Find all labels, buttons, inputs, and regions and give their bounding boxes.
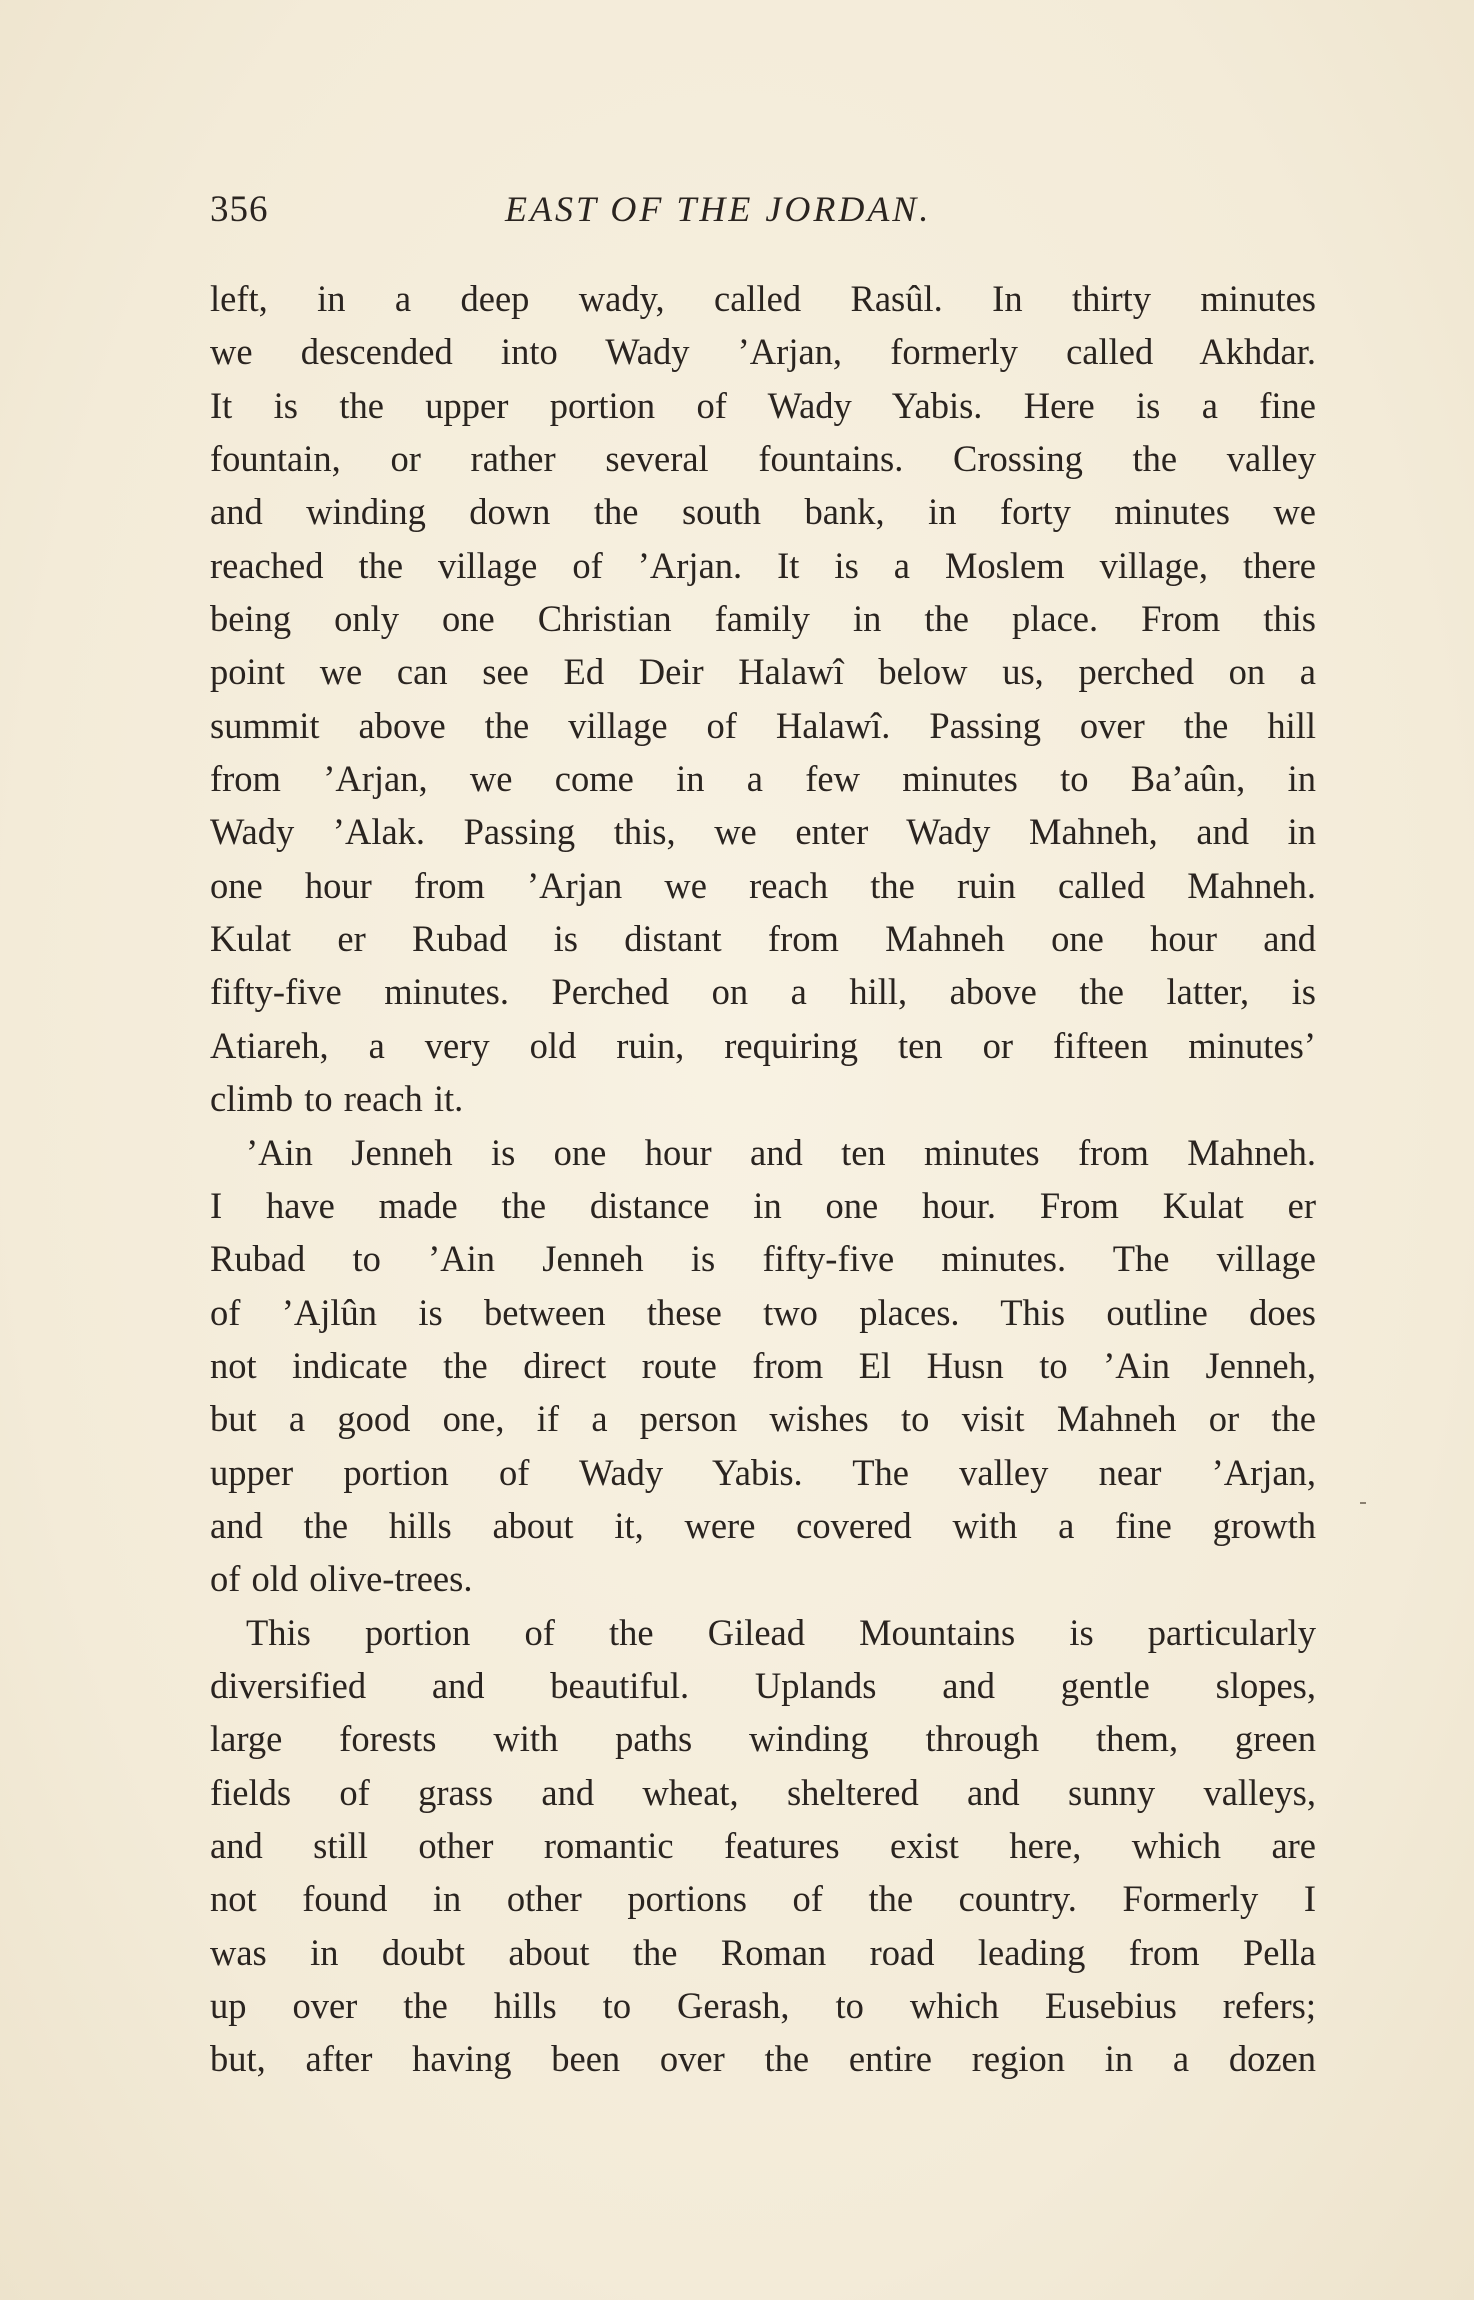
text-line: I have made the distance in one hour. From Kulat er [210, 1184, 1316, 1226]
text-line: and winding down the south bank, in forty minutes we [210, 491, 1316, 533]
page-number: 356 [210, 189, 269, 230]
text-line: upper portion of Wady Yabis. The valley near ’Arjan, [210, 1451, 1316, 1493]
text-line: diversified and beautiful. Uplands and gentle slopes, [210, 1664, 1316, 1706]
text-line: being only one Christian family in the place. From this [210, 598, 1316, 640]
text-line: and still other romantic features exist here, which are [210, 1824, 1316, 1866]
text-line: fields of grass and wheat, sheltered and sunny valleys, [210, 1771, 1316, 1813]
text-line: was in doubt about the Roman road leading from Pella [210, 1931, 1316, 1973]
text-line: large forests with paths winding through them, green [210, 1718, 1316, 1760]
text-line: summit above the village of Halawî. Passing over the hill [210, 704, 1316, 746]
running-title: EAST OF THE JORDAN. [505, 189, 932, 229]
text-line: ’Ain Jenneh is one hour and ten minutes from Mahneh. [246, 1131, 1316, 1173]
text-line: up over the hills to Gerash, to which Eusebius refers; [210, 1985, 1316, 2026]
text-line: of old olive-trees. [210, 1558, 473, 1600]
text-line: It is the upper portion of Wady Yabis. Here is a fine [210, 384, 1316, 426]
text-line: Kulat er Rubad is distant from Mahneh one hour and [210, 918, 1316, 960]
text-line: fountain, or rather several fountains. Crossing the valley [210, 438, 1316, 480]
text-line: reached the village of ’Arjan. It is a Moslem village, there [210, 544, 1316, 586]
text-line: Rubad to ’Ain Jenneh is fifty-five minutes. The village [210, 1238, 1316, 1280]
text-line: left, in a deep wady, called Rasûl. In thirty minutes [210, 278, 1316, 319]
text-line: we descended into Wady ’Arjan, formerly called Akhdar. [210, 331, 1316, 373]
text-line: not indicate the direct route from El Husn to ’Ain Jenneh, [210, 1344, 1316, 1386]
text-line: of ’Ajlûn is between these two places. This outline does [210, 1291, 1316, 1333]
text-line: but, after having been over the entire region in a dozen [210, 2038, 1316, 2080]
text-line: This portion of the Gilead Mountains is particularly [246, 1611, 1316, 1653]
text-line: point we can see Ed Deir Halawî below us, perched on a [210, 651, 1316, 693]
text-line: but a good one, if a person wishes to visit Mahneh or the [210, 1398, 1316, 1440]
body-text [210, 272, 1316, 2086]
stray-print-mark [1360, 1502, 1366, 1504]
text-line: from ’Arjan, we come in a few minutes to Ba’aûn, in [210, 758, 1316, 800]
text-line: climb to reach it. [210, 1078, 464, 1120]
text-line: one hour from ’Arjan we reach the ruin called Mahneh. [210, 864, 1316, 906]
text-line: not found in other portions of the country. Formerly I [210, 1878, 1316, 1920]
text-line: Wady ’Alak. Passing this, we enter Wady Mahneh, and in [210, 811, 1316, 853]
text-line: Atiareh, a very old ruin, requiring ten or fifteen minutes’ [210, 1024, 1316, 1066]
text-line: fifty-five minutes. Perched on a hill, above the latter, is [210, 971, 1316, 1013]
text-line: and the hills about it, were covered with a fine growth [210, 1504, 1316, 1546]
running-head [210, 188, 1310, 234]
